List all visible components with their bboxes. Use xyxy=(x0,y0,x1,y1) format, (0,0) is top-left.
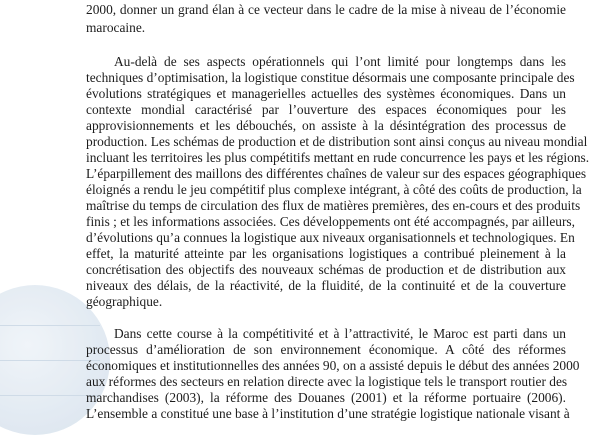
text-line: marocaine. xyxy=(86,20,146,35)
text-line: géographique. xyxy=(86,294,163,309)
text-line: économiques et institutionnelles des années 90, on a assisté depuis le début des années 2000 xyxy=(86,358,580,373)
text-line: évolutions stratégiques et managerielles actuelles des systèmes économiques. Dans un xyxy=(86,86,566,101)
paragraph-start-line: Dans cette course à la compétitivité et à l’attractivité, le Maroc est parti dans un xyxy=(114,326,566,341)
text-line: processus d’amélioration de son environnement économique. A côté des réformes xyxy=(86,342,566,357)
text-line: éloignés a rendu le jeu compétitif plus complexe intégrant, à côté des coûts de production, la xyxy=(86,182,582,197)
text-line: maîtrise du temps de circulation des flux de matières premières, des en-cours et des produits xyxy=(86,198,581,213)
text-line: contexte mondial caractérisé par l’ouverture des espaces économiques pour les xyxy=(86,102,566,117)
paragraph-start-line: Au-delà de ses aspects opérationnels qui l’ont limité pour longtemps dans les xyxy=(114,54,566,69)
text-line: effet, la maturité atteinte par les organisations logistiques a contribué pleinement à la xyxy=(86,246,566,261)
text-line: techniques d’optimisation, la logistique constitue désormais une composante principale des xyxy=(86,70,575,85)
text-line: concrétisation des objectifs des nouveaux schémas de production et de distribution aux xyxy=(86,262,566,277)
text-line: 2000, donner un grand élan à ce vecteur dans le cadre de la mise à niveau de l’économie xyxy=(86,2,566,17)
text-line: d’évolutions qu’a connues la logistique aux niveaux organisationnels et technologiques. En xyxy=(86,230,575,245)
text-line: L’éparpillement des maillons des différentes chaînes de valeur sur des espaces géographiques xyxy=(86,166,587,181)
text-line: niveaux des délais, de la réactivité, de la fluidité, de la continuité et de la couverture xyxy=(86,278,566,293)
text-line: L’ensemble a constitué une base à l’institution d’une stratégie logistique nationale visant à xyxy=(86,406,570,421)
text-line: marchandises (2003), la réforme des Douanes (2001) et la réforme portuaire (2006). xyxy=(86,390,566,405)
text-line: finis ; et les informations associées. Ces développements ont été accompagnés, par ailleurs, xyxy=(86,214,575,229)
text-line: approvisionnements et les débouchés, on assiste à la désintégration des processus de xyxy=(86,118,566,133)
text-line: aux réformes des secteurs en relation directe avec la logistique tels le transport routier des xyxy=(86,374,568,389)
text-line: production. Les schémas de production et de distribution sont ainsi conçus au niveau mondial xyxy=(86,134,588,149)
text-line: incluant les territoires les plus compétitifs mettant en rude concurrence les pays et les régions. xyxy=(86,150,590,165)
